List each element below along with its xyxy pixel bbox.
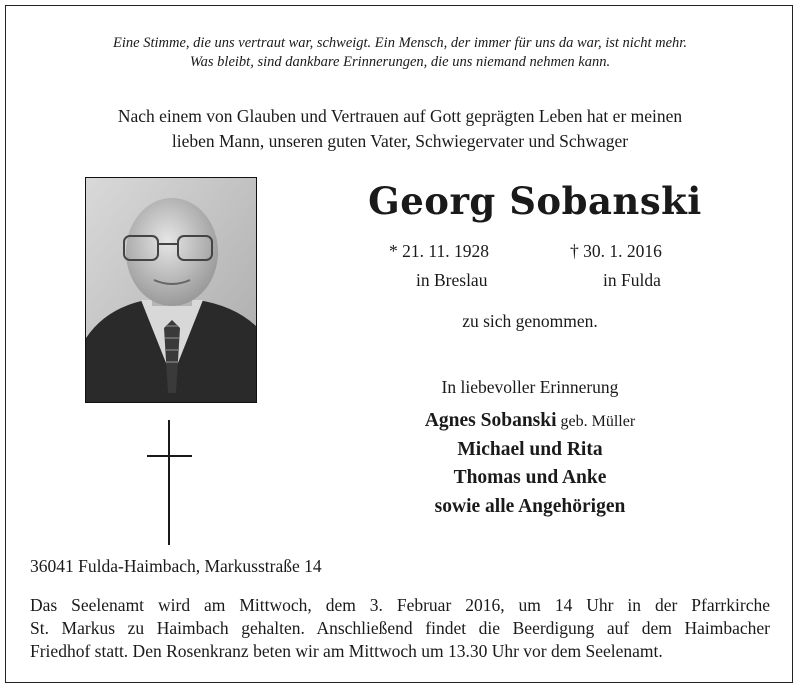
notice-line-2: St. Markus zu Haimbach gehalten. Anschließend findet die Beerdigung auf dem Haimbacher	[30, 618, 770, 638]
birth-date: * 21. 11. 1928	[389, 241, 489, 261]
notice-line-1: Das Seelenamt wird am Mittwoch, dem 3. Februar 2016, um 14 Uhr in der Pfarrkirche	[30, 595, 770, 615]
motto-line-2: Was bleibt, sind dankbare Erinnerungen, die uns niemand nehmen kann.	[189, 54, 611, 70]
portrait-illustration	[86, 178, 257, 403]
memory-heading: In liebevoller Erinnerung	[441, 377, 619, 397]
mourner-wife	[380, 410, 680, 432]
intro-line-1: Nach einem von Glauben und Vertrauen auf Gott geprägten Leben hat er meinen	[117, 106, 683, 126]
mourner-line-4: sowie alle Angehörigen	[434, 496, 626, 517]
mourner-line-2: Michael und Rita	[457, 439, 603, 460]
wife-name: Agnes Sobanski	[424, 410, 557, 431]
intro-text	[0, 104, 800, 154]
wife-maiden-name: geb. Müller	[560, 413, 636, 430]
latin-cross-icon	[168, 420, 170, 545]
latin-cross-bar	[147, 455, 192, 457]
motto	[0, 34, 800, 72]
motto-line-1: Eine Stimme, die uns vertraut war, schweigt. Ein Mensch, der immer für uns da war, ist nicht mehr.	[113, 35, 687, 51]
funeral-notice	[30, 594, 770, 663]
mourner-line-3: Thomas und Anke	[453, 467, 607, 488]
birth-place: in Breslau	[416, 270, 488, 290]
death-place: in Fulda	[603, 270, 661, 290]
notice-line-3: Friedhof statt. Den Rosenkranz beten wir am Mittwoch um 13.30 Uhr vor dem Seelenamt.	[30, 641, 663, 661]
deceased-name: Georg Sobanski	[368, 179, 702, 223]
address: 36041 Fulda-Haimbach, Markusstraße 14	[30, 556, 322, 576]
intro-line-2: lieben Mann, unseren guten Vater, Schwiegervater und Schwager	[171, 131, 629, 151]
death-date: † 30. 1. 2016	[570, 241, 662, 261]
taken-text: zu sich genommen.	[462, 311, 598, 331]
portrait-photo	[85, 177, 257, 403]
